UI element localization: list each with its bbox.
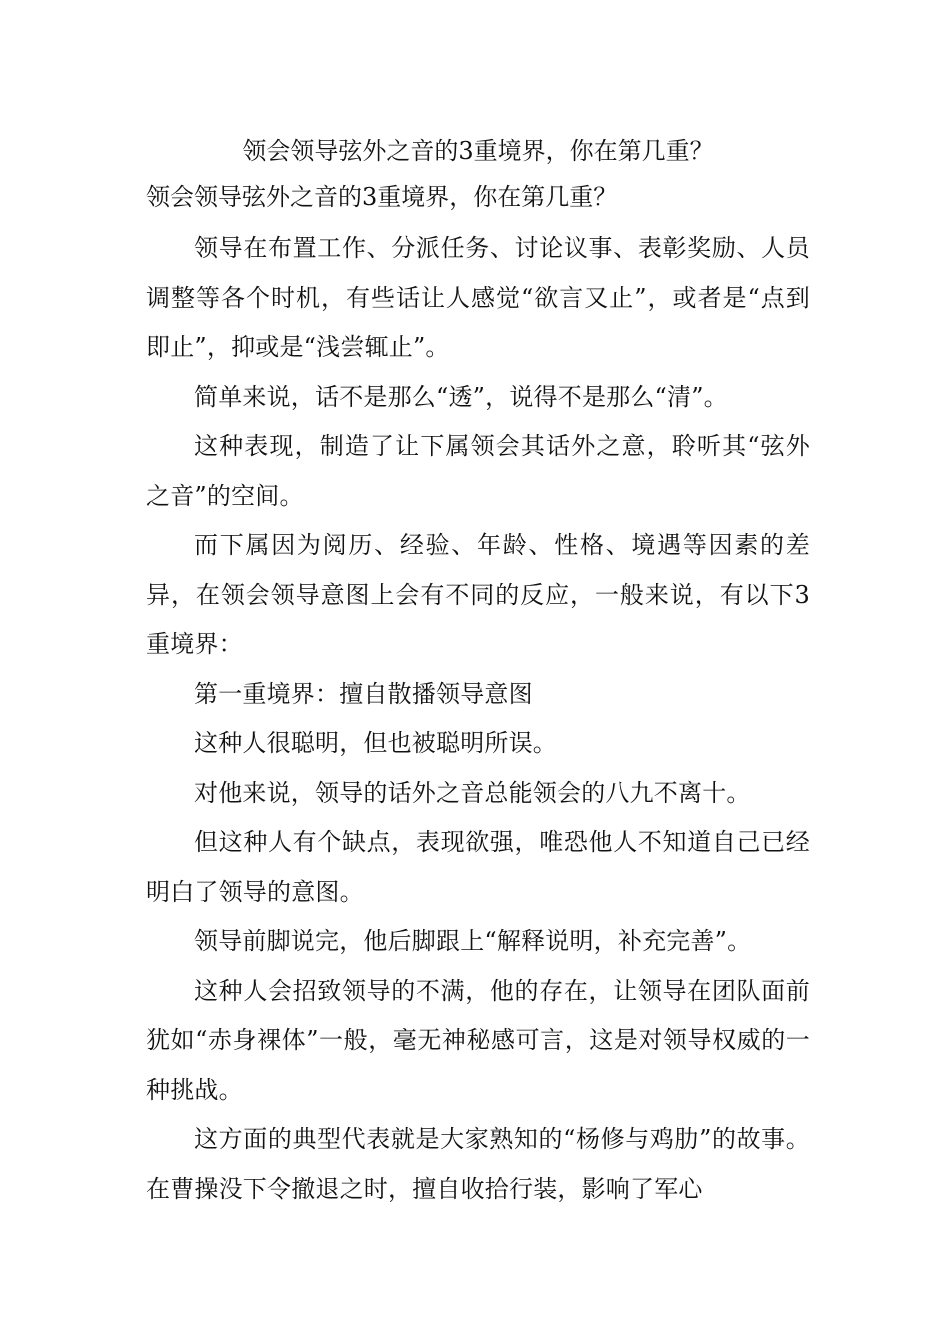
document-title: 领会领导弦外之音的3重境界，你在第几重？ bbox=[242, 137, 714, 165]
paragraph-three-levels: 而下属因为阅历、经验、年龄、性格、境遇等因素的差异，在领会领导意图上会有不同的反应，一般来说，有以下3重境界： bbox=[146, 531, 810, 658]
paragraph-smart: 这种人很聪明，但也被聪明所误。 bbox=[194, 729, 557, 757]
document-body bbox=[146, 128, 810, 1214]
paragraph-shortcoming: 但这种人有个缺点，表现欲强，唯恐他人不知道自己已经明白了领导的意图。 bbox=[146, 828, 810, 906]
section-heading-level-one: 第一重境界：擅自散播领导意图 bbox=[194, 679, 533, 708]
paragraph-follow-up: 领导前脚说完，他后脚跟上“解释说明，补充完善”。 bbox=[194, 927, 752, 955]
paragraph-space: 这种表现，制造了让下属领会其话外之意，聆听其“弦外之音”的空间。 bbox=[146, 432, 810, 510]
paragraph-yang-xiu-story: 这方面的典型代表就是大家熟知的“杨修与鸡肋”的故事。在曹操没下令撤退之时，擅自收拾行装，影响了军心 bbox=[146, 1125, 810, 1203]
paragraph-understands: 对他来说，领导的话外之音总能领会的八九不离十。 bbox=[194, 778, 751, 807]
paragraph-dissatisfaction: 这种人会招致领导的不满，他的存在，让领导在团队面前犹如“赤身裸体”一般，毫无神秘感可言，这是对领导权威的一种挑战。 bbox=[146, 976, 810, 1104]
document-subtitle: 领会领导弦外之音的3重境界，你在第几重？ bbox=[146, 183, 618, 211]
paragraph-summary: 简单来说，话不是那么“透”，说得不是那么“清”。 bbox=[194, 382, 728, 411]
paragraph-intro: 领导在布置工作、分派任务、讨论议事、表彰奖励、人员调整等各个时机，有些话让人感觉“欲言又止”，或者是“点到即止”，抑或是“浅尝辄止”。 bbox=[146, 234, 810, 361]
